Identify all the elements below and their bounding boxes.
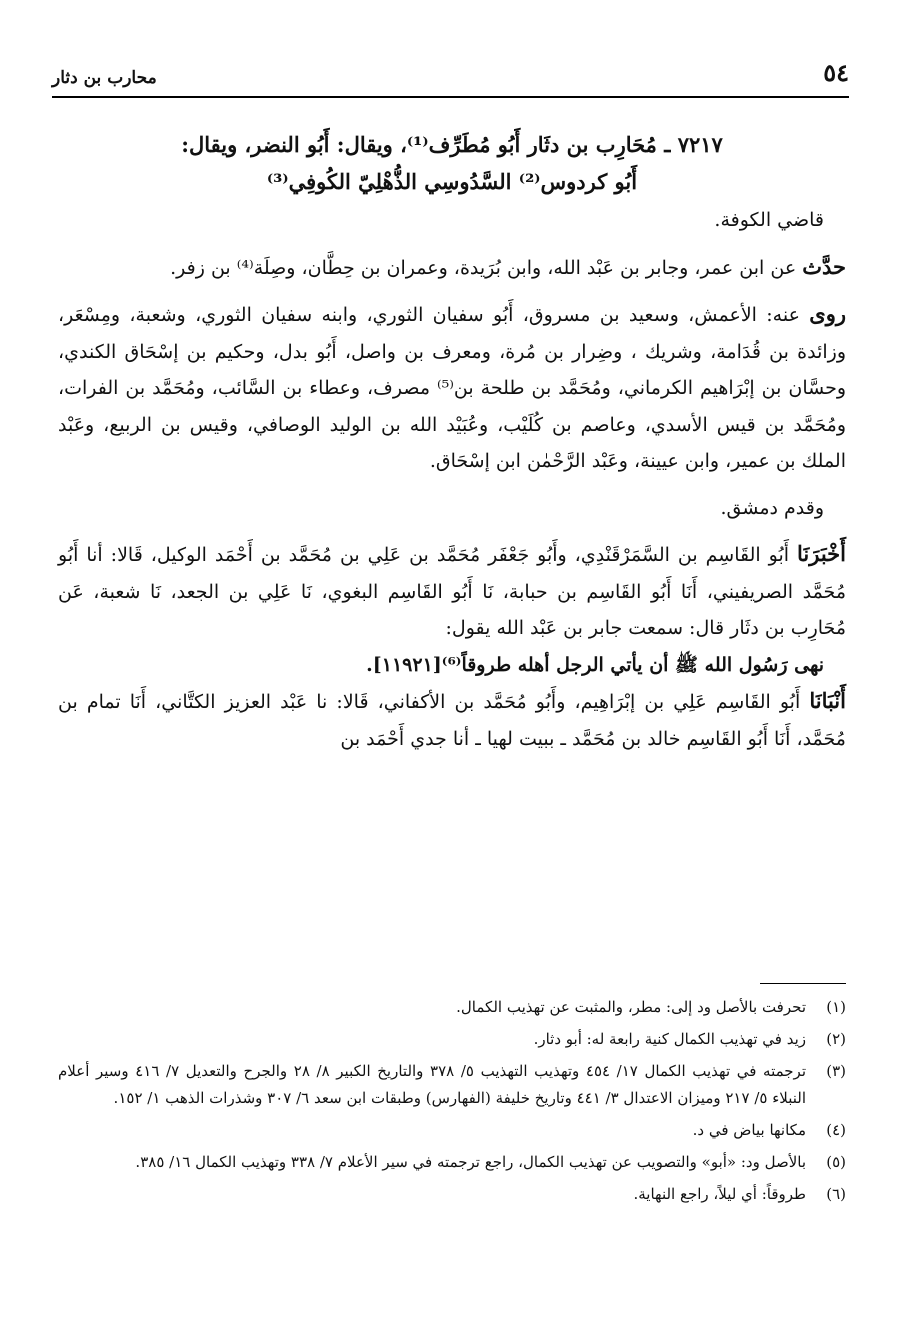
footnote-number: (١) [826, 998, 846, 1016]
entry-title-line2: أَبُو كردوس⁽²⁾ السَّدُوسِي الذُّهْلِيّ الكُوفِي⁽³⁾ [266, 169, 638, 194]
footnote-number: (٣) [826, 1062, 846, 1080]
footnote-rule [760, 983, 846, 984]
footnotes [58, 994, 846, 1213]
footnote [58, 1181, 846, 1208]
damascus-line: وقدم دمشق. [720, 496, 824, 519]
footnote [58, 1149, 846, 1176]
footnote-number: (٥) [826, 1153, 846, 1171]
footnote [58, 1117, 846, 1144]
footnote [58, 1026, 846, 1053]
page-number: ٥٤ [823, 58, 849, 87]
entry-title: ٧٢١٧ ـ مُحَارِب بن دثَار أَبُو مُطَرِّف⁽¹⁾، ويقال: أَبُو النضر، ويقال: [181, 132, 723, 157]
hadith-text: نهى رَسُول الله ﷺ أن يأتي الرجل أهله طروقاً⁽⁶⁾[١١٩٢١]. [366, 653, 824, 676]
footnote-text: مكانها بياض في د. [692, 1121, 806, 1139]
akhbarana-paragraph [58, 536, 846, 647]
rawa-paragraph [58, 296, 846, 480]
anbana-paragraph [58, 683, 846, 757]
footnote [58, 994, 846, 1021]
footnote-text: طروقاً: أي ليلاً، راجع النهاية. [633, 1185, 806, 1203]
haddath-paragraph [58, 249, 846, 287]
page-header [52, 52, 849, 98]
header-rule [52, 96, 849, 98]
footnote-text: تحرفت بالأصل ود إلى: مطر، والمثبت عن تهذيب الكمال. [456, 998, 806, 1016]
entry-post: قاضي الكوفة. [714, 209, 824, 231]
footnote [58, 1058, 846, 1112]
footnote-text: بالأصل ود: «أبو» والتصويب عن تهذيب الكمال، راجع ترجمته في سير الأعلام ٧/ ٣٣٨ وتهذيب الكمال ١٦/ ٣٨٥. [135, 1153, 806, 1171]
footnote-text: زيد في تهذيب الكمال كنية رابعة له: أبو دثار. [533, 1030, 806, 1048]
running-title: محارب بن دثار [52, 68, 157, 88]
haddath-text: عن ابن عمر، وجابر بن عَبْد الله، وابن بُرَيدة، وعمران بن حِطَّان، وصِلَة⁽⁴⁾ بن زفر. [170, 256, 803, 279]
footnote-number: (٤) [826, 1121, 846, 1139]
footnote-text: ترجمته في تهذيب الكمال ١٧/ ٤٥٤ وتهذيب التهذيب ٥/ ٣٧٨ والتاريخ الكبير ٨/ ٢٨ والجرح والتعديل ٧/ ٤١٦ وسير أعلام النبلاء ٥/ ٢١٧ وميزان الاعتدال ٣/ ٤٤١ وتاريخ خليفة (الفهارس) وطبقات ابن سعد ٦/ ٣٠٧ وشذرات الذهب ١/ ١٥٢. [58, 1062, 807, 1107]
footnote-number: (٢) [826, 1030, 846, 1048]
rawa-text: عنه: الأعمش، وسعيد بن مسروق، أَبُو سفيان الثوري، وابنه سفيان الثوري، وشعبة، ومِسْعَر، وزائدة بن قُدَامة، وشريك ، وضِرار بن مُرة، ومعرف بن واصل، أَبُو بدل، وحكيم بن إسْحَاق الكندي، وحسَّان بن إبْرَاهيم الكرماني، ومُحَمَّد بن طلحة بن⁽⁵⁾ مصرف، وعطاء بن السَّائب، ومُحَمَّد بن الفرات، ومُحَمَّد بن قيس الأسدي، وعاصم بن كُلَيْب، وعُبَيْد الله بن الوليد الوصافي، وقيس بن الربيع، وعَبْد الملك بن عمير، وابن عيينة، وعَبْد الرَّحْمٰن ابن إسْحَاق. [58, 304, 846, 472]
haddath-keyword: حدَّث [802, 253, 846, 279]
rawa-keyword: روى [809, 301, 846, 326]
akhbarana-keyword: أَخْبَرَنَا [797, 541, 846, 566]
main-text [58, 126, 846, 757]
anbana-keyword: أَنْبَانَا [809, 688, 846, 713]
anbana-text: أَبُو القَاسِم عَلِي بن إبْرَاهِيم، وأَبُو مُحَمَّد بن الأكفاني، قَالا: نا عَبْد العزيز الكتَّاني، أَنَا تمام بن مُحَمَّد، أَنَا أَبُو القَاسِم خالد بن مُحَمَّد ـ ببيت لهيا ـ أنا جدي أَحْمَد بن [58, 691, 846, 750]
akhbarana-text: أَبُو القَاسِم بن السَّمَرْقَنْدِي، وأَبُو جَعْفَر مُحَمَّد بن عَلِي بن مُحَمَّد بن أَحْمَد الوكيل، قَالا: أنا أَبُو مُحَمَّد الصريفيني، أَنَا أَبُو القَاسِم بن حبابة، نَا أَبُو القَاسِم البغوي، نَا عَلِي بن الجعد، نَا شعبة، عَن مُحَارِب بن دثَار قال: سمعت جابر بن عَبْد الله يقول: [58, 544, 846, 639]
footnote-number: (٦) [826, 1185, 846, 1203]
